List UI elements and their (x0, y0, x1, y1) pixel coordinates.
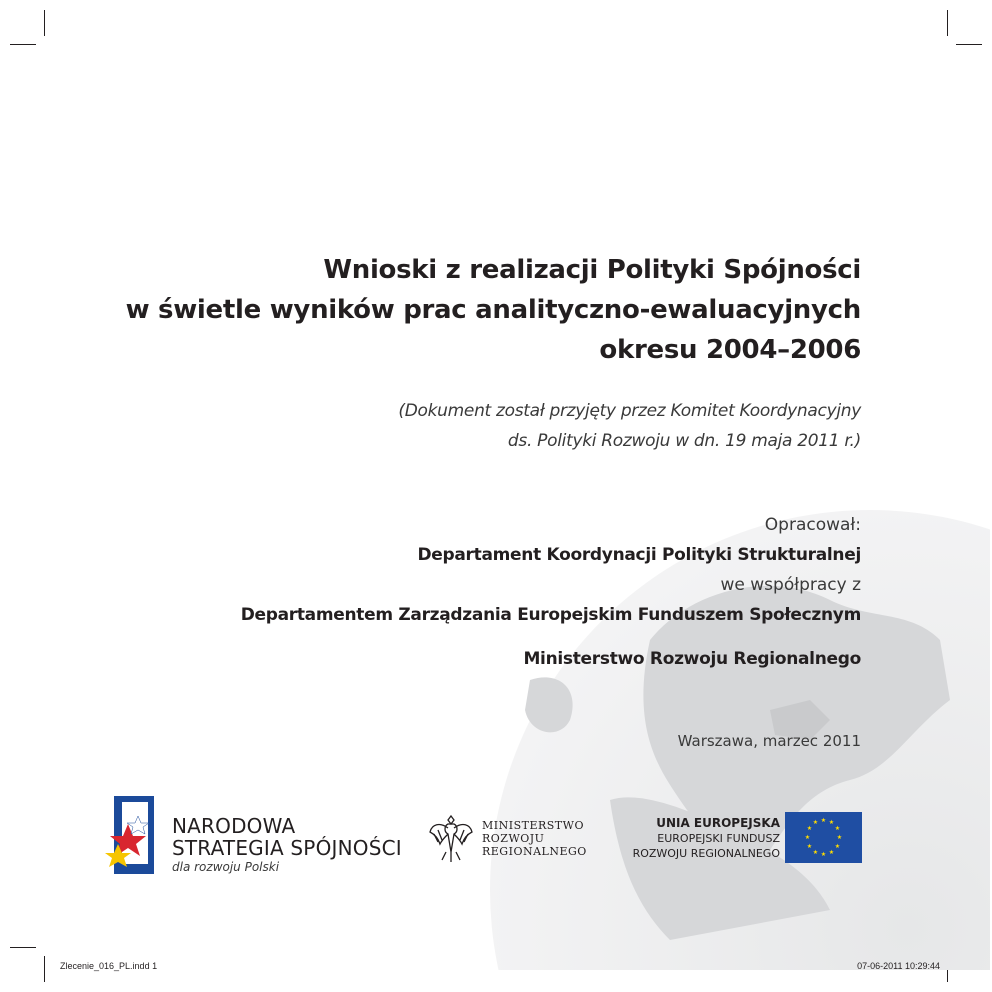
svg-text:★: ★ (834, 825, 841, 832)
department-primary: Departament Koordynacji Polityki Strukturalnej (417, 545, 861, 565)
svg-text:★: ★ (836, 834, 843, 841)
svg-text:★: ★ (812, 849, 819, 856)
ministry-name: Ministerstwo Rozwoju Regionalnego (523, 649, 861, 669)
crop-mark (956, 44, 982, 45)
crop-mark (10, 947, 36, 948)
prepared-by-label: Opracował: (764, 515, 861, 535)
mrr-line3: REGIONALNEGO (482, 845, 587, 858)
svg-text:★: ★ (834, 843, 841, 850)
crop-mark (44, 10, 45, 36)
eu-line2: EUROPEJSKI FUNDUSZ (657, 832, 780, 845)
nss-line2: STRATEGIA SPÓJNOŚCI (172, 836, 402, 860)
eu-line1: UNIA EUROPEJSKA (656, 816, 780, 830)
svg-text:★: ★ (820, 851, 827, 858)
title-line: okresu 2004–2006 (599, 335, 861, 365)
subtitle-line: (Dokument został przyjęty przez Komitet Koordynacyjny (398, 401, 861, 421)
mrr-logo-text (482, 819, 587, 858)
department-secondary: Departamentem Zarządzania Europejskim Funduszem Społecznym (240, 605, 861, 625)
nss-logo-text (172, 815, 402, 875)
crop-mark (947, 10, 948, 36)
cooperation-label: we współpracy z (720, 575, 861, 595)
svg-text:★: ★ (828, 819, 835, 826)
svg-text:★: ★ (804, 834, 811, 841)
eu-flag-icon (785, 812, 862, 863)
nss-line3: dla rozwoju Polski (172, 860, 280, 874)
document-subtitle (398, 396, 861, 456)
svg-text:★: ★ (806, 825, 813, 832)
crop-mark (44, 956, 45, 982)
title-line: Wnioski z realizacji Polityki Spójności (323, 255, 861, 285)
svg-text:★: ★ (820, 817, 827, 824)
nss-logo-icon (100, 796, 170, 874)
credits-block (241, 510, 861, 630)
footer-timestamp: 07-06-2011 10:29:44 (857, 961, 940, 971)
title-line: w świetle wyników prac analityczno-ewaluacyjnych (125, 295, 861, 325)
document-title (126, 250, 861, 370)
eagle-emblem-icon (428, 812, 474, 864)
svg-text:★: ★ (828, 849, 835, 856)
crop-mark (10, 44, 36, 45)
place-date: Warszawa, marzec 2011 (677, 732, 861, 750)
footer-filename: Zlecenie_016_PL.indd 1 (60, 961, 158, 971)
subtitle-line: ds. Polityki Rozwoju w dn. 19 maja 2011 r.) (507, 431, 861, 451)
eu-line3: ROZWOJU REGIONALNEGO (632, 847, 780, 860)
svg-text:★: ★ (806, 843, 813, 850)
nss-line1: NARODOWA (172, 814, 296, 838)
mrr-line1: MINISTERSTWO (482, 819, 584, 832)
eu-logo-text (633, 815, 780, 861)
svg-text:★: ★ (812, 819, 819, 826)
mrr-line2: ROZWOJU (482, 832, 545, 845)
